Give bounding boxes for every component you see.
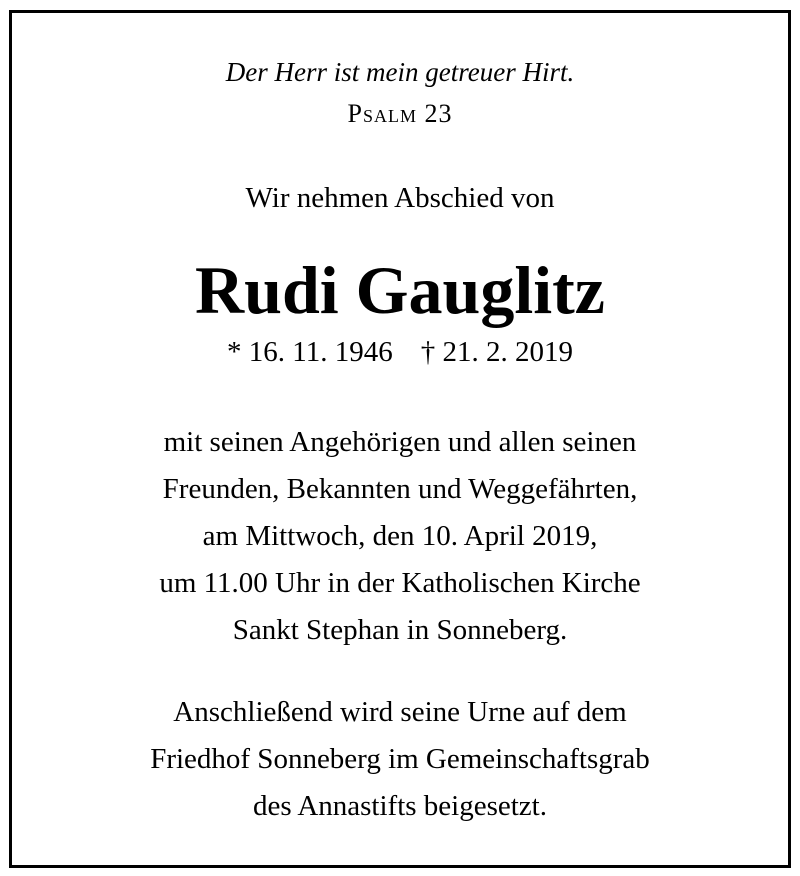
ceremony-line: Freunden, Bekannten und Weggefährten, (162, 473, 638, 505)
burial-line: des Annastifts beigesetzt. (253, 790, 547, 822)
psalm-quote: Der Herr ist mein getreuer Hirt. (225, 57, 575, 87)
death-date: † 21. 2. 2019 (420, 336, 573, 368)
ceremony-line: Sankt Stephan in Sonneberg. (232, 614, 568, 646)
psalm-reference: Psalm 23 (347, 99, 453, 128)
farewell-intro: Wir nehmen Abschied von (245, 182, 555, 214)
birth-date: * 16. 11. 1946 (227, 336, 393, 368)
ceremony-line: mit seinen Angehörigen und allen seinen (163, 426, 637, 458)
burial-line: Anschließend wird seine Urne auf dem (173, 696, 627, 728)
ceremony-line: um 11.00 Uhr in der Katholischen Kirche (159, 567, 641, 599)
burial-line: Friedhof Sonneberg im Gemeinschaftsgrab (150, 743, 650, 775)
life-dates (0, 334, 800, 370)
ceremony-line: am Mittwoch, den 10. April 2019, (202, 520, 598, 552)
deceased-name: Rudi Gauglitz (195, 252, 605, 328)
